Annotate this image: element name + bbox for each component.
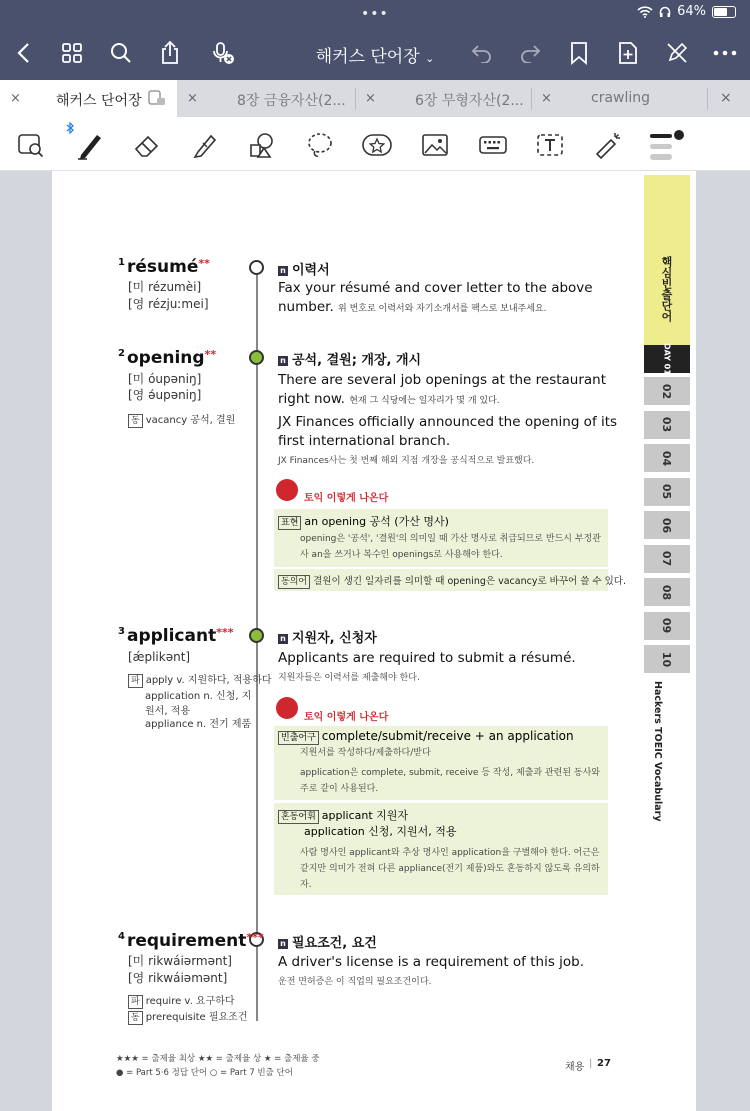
highlighter-tool[interactable] xyxy=(189,129,221,161)
day-current-label: DAY 01 xyxy=(662,343,672,375)
redo-icon xyxy=(518,43,542,63)
tip-explanation: opening은 '공석', '결원'의 의미일 때 가산 명사로 취급되므로 반드시 부정관사 an을 쓰거나 복수인 openings로 사용해야 한다. xyxy=(300,534,601,560)
example-requirement: A driver's license is a requirement of this job. xyxy=(278,954,585,970)
book-title-vertical: Hackers TOEIC Vocabulary xyxy=(652,681,663,822)
tab-intangible-assets[interactable] xyxy=(355,80,531,117)
eraser-icon xyxy=(132,131,162,159)
day-tab[interactable] xyxy=(644,377,690,405)
footer-divider: | xyxy=(589,1058,593,1069)
image-tool[interactable] xyxy=(419,129,451,161)
example-requirement-translation: 운전 면허증은 이 직업의 필요조건이다. xyxy=(278,977,432,987)
meaning-resume: n 이력서 xyxy=(278,259,330,278)
document-tab-bar xyxy=(0,80,750,117)
footer-section: 채용 xyxy=(565,1062,585,1073)
tip-heading: 토익 이렇게 나온다 xyxy=(304,493,389,504)
tip-mascot-icon xyxy=(276,697,298,719)
laser-pointer-tool[interactable] xyxy=(592,129,624,161)
meaning-requirement: n 필요조건, 요건 xyxy=(278,932,377,951)
tab-divider xyxy=(707,88,708,110)
day-tab-label: 04 xyxy=(660,450,674,466)
close-tab-icon[interactable]: × xyxy=(10,91,21,106)
sticker-tool[interactable] xyxy=(361,129,393,161)
microphone-off-icon xyxy=(211,41,235,65)
pronunciation-us: [미 rézumèi] xyxy=(128,280,202,294)
timeline-marker-open xyxy=(249,260,264,275)
day-tab[interactable] xyxy=(644,612,690,640)
timeline-marker-filled xyxy=(249,350,264,365)
pen-settings-button[interactable] xyxy=(648,129,688,161)
document-canvas[interactable] xyxy=(0,171,750,1111)
chevron-down-icon: ⌄ xyxy=(425,52,435,65)
tip-collocation-translation: 지원서를 작성하다/제출하다/받다 xyxy=(300,748,431,758)
textbook-page xyxy=(52,171,696,1111)
example-opening-2: JX Finances officially announced the opening of its first international branch. xyxy=(278,414,618,449)
lasso-zoom-tool[interactable] xyxy=(15,129,47,161)
tab-label: crawling xyxy=(591,90,651,106)
example-applicant: Applicants are required to submit a résumé. xyxy=(278,650,576,666)
highlighter-icon xyxy=(190,130,220,160)
derivative-3: appliance n. 전기 제품 xyxy=(145,719,252,730)
timeline-marker-filled xyxy=(249,628,264,643)
headword-opening: $^2$ opening** xyxy=(118,348,217,368)
keyboard-icon xyxy=(478,133,508,157)
lasso-tool[interactable] xyxy=(304,129,336,161)
pronunciation-us: [미 rikwáiərmənt] xyxy=(128,954,232,968)
redo-button[interactable] xyxy=(515,38,545,68)
tip-collocation: 빈출어구 complete/submit/receive + an application xyxy=(278,729,574,745)
tip-synonym-note: 동의어 결원이 생긴 일자리를 의미할 때 opening은 vacancy로 바꾸어 쓸 수 있다. xyxy=(278,573,626,589)
day-tab[interactable] xyxy=(644,578,690,606)
shapes-icon xyxy=(247,131,277,159)
derivative-require: 파 require v. 요구하다 xyxy=(128,994,235,1009)
tab-financial-assets[interactable] xyxy=(177,80,355,117)
example-opening-1: There are several job openings at the restaurant right now. 현재 그 식당에는 일자리가 몇 개 있다. xyxy=(278,372,607,407)
example-opening-2-translation: JX Finances사는 첫 번째 해외 지점 개장을 공식적으로 발표했다. xyxy=(278,456,535,466)
tip-confusion-word-1: 혼동어휘 applicant 지원자 xyxy=(278,807,408,824)
add-page-icon xyxy=(617,41,639,65)
day-tab-label: 05 xyxy=(660,483,674,500)
document-title[interactable] xyxy=(316,47,435,67)
tip-heading: 토익 이렇게 나온다 xyxy=(304,712,389,723)
day-tab[interactable] xyxy=(644,545,690,573)
day-tab-label: 07 xyxy=(660,550,674,567)
pencil-off-icon xyxy=(665,41,689,65)
pronunciation-uk: [영 ə́upəniŋ] xyxy=(128,388,202,402)
back-button[interactable] xyxy=(8,38,38,68)
tab-label: 해커스 단어장 xyxy=(56,93,142,109)
derivative-2: application n. 신청, 지원서, 적용 xyxy=(145,691,252,717)
legend-markers: ● = Part 5·6 정답 단어 ○ = Part 7 빈출 단어 xyxy=(116,1068,293,1078)
tip-mascot-icon xyxy=(276,479,298,501)
search-button[interactable] xyxy=(106,38,136,68)
pronunciation: [ǽplikənt] xyxy=(128,650,191,664)
share-button[interactable] xyxy=(155,38,185,68)
multitasking-dots[interactable]: ••• xyxy=(361,6,389,22)
close-all-icon[interactable]: × xyxy=(720,90,732,106)
meaning-applicant: n 지원자, 신청자 xyxy=(278,627,377,646)
drawing-toolbar xyxy=(0,117,750,171)
shapes-tool[interactable] xyxy=(246,129,278,161)
close-tab-icon[interactable]: × xyxy=(365,91,376,106)
day-tab-label: 06 xyxy=(660,517,674,533)
synonym-prerequisite: 동 prerequisite 필요조건 xyxy=(128,1010,247,1025)
page-number: 27 xyxy=(597,1058,611,1069)
keyboard-tool[interactable] xyxy=(477,129,509,161)
battery-percent: 64% xyxy=(677,4,706,19)
pen-icon xyxy=(75,129,105,161)
undo-icon xyxy=(470,43,494,63)
eraser-tool[interactable] xyxy=(131,129,163,161)
synonym-opening: 동 vacancy 공석, 결원 xyxy=(128,413,235,428)
headword-resume: $^1$ résumé** xyxy=(118,257,210,277)
example-applicant-translation: 지원자들은 이력서를 제출해야 한다. xyxy=(278,673,420,683)
day-tab-label: 10 xyxy=(660,651,674,667)
headphones-icon xyxy=(659,6,671,18)
headword-requirement: $^4$ requirement*** xyxy=(118,931,264,951)
tab-crawling[interactable] xyxy=(531,80,707,117)
day-tab-label: 08 xyxy=(660,584,674,600)
close-tab-icon[interactable]: × xyxy=(187,91,198,106)
tab-pages-icon xyxy=(148,90,166,106)
legend-stars: ★★★ = 출제율 최상 ★★ = 출제율 상 ★ = 출제율 중 xyxy=(116,1054,320,1064)
stroke-width-icon xyxy=(648,128,688,162)
status-icons xyxy=(637,4,736,19)
wifi-icon xyxy=(637,6,653,18)
tip-collocation-explanation: application은 complete, submit, receive 등 작성, 제출과 관련된 동사와 주로 같이 사용된다. xyxy=(300,768,600,794)
example-resume: Fax your résumé and cover letter to the above number. 위 번호로 이력서와 자기소개서를 팩스로 보내주세요. xyxy=(278,280,593,315)
pronunciation-us: [미 óupəniŋ] xyxy=(128,372,202,386)
tab-hackers-vocabulary[interactable] xyxy=(0,80,177,117)
day-tab[interactable] xyxy=(644,411,690,439)
search-icon xyxy=(110,42,132,64)
close-tab-icon[interactable]: × xyxy=(541,91,552,106)
bluetooth-icon xyxy=(66,122,74,134)
pronunciation-uk: [영 rézjuːmei] xyxy=(128,297,209,311)
day-tab[interactable] xyxy=(644,511,690,539)
day-tab[interactable] xyxy=(644,645,690,673)
sticker-star-icon xyxy=(361,131,393,159)
undo-button[interactable] xyxy=(467,38,497,68)
day-tab-label: 03 xyxy=(660,416,674,433)
laser-pointer-icon xyxy=(593,130,623,160)
tip-confusion-word-2: application 신청, 지원서, 적용 xyxy=(304,825,457,838)
grid-icon xyxy=(61,42,83,64)
day-tab[interactable] xyxy=(644,444,690,472)
derivative-1: 파 apply v. 지원하다, 적용하다 xyxy=(128,673,272,688)
bookmark-icon xyxy=(570,41,588,65)
top-navigation-bar xyxy=(0,0,750,80)
grid-view-button[interactable] xyxy=(57,38,87,68)
document-title-text: 해커스 단어장 xyxy=(315,47,420,67)
text-box-icon xyxy=(535,131,565,159)
pencil-off-button[interactable] xyxy=(662,38,692,68)
battery-icon xyxy=(712,6,736,18)
share-icon xyxy=(159,41,181,65)
pronunciation-uk: [영 rikwáiəmənt] xyxy=(128,971,228,985)
tab-label: 8장 금융자산(2... xyxy=(237,93,346,109)
image-icon xyxy=(420,132,450,158)
more-options-button[interactable] xyxy=(710,38,740,68)
bookmark-button[interactable] xyxy=(564,38,594,68)
text-tool[interactable] xyxy=(534,129,566,161)
pen-tool[interactable] xyxy=(74,129,106,161)
add-page-button[interactable] xyxy=(613,38,643,68)
tab-label: 6장 무형자산(2... xyxy=(415,93,524,109)
headword-applicant: $^3$ applicant*** xyxy=(118,626,234,646)
timeline-line xyxy=(256,265,258,1021)
lasso-icon xyxy=(305,130,335,160)
day-tab-label: 09 xyxy=(660,617,674,634)
tip-phrase: 표현 an opening 공석 (가산 명사) xyxy=(278,513,449,530)
meaning-opening: n 공석, 결원; 개장, 개시 xyxy=(278,349,421,368)
more-icon xyxy=(713,50,737,56)
section-side-title: 핵심빈출단어 xyxy=(660,256,673,322)
zoom-window-icon xyxy=(16,131,46,159)
day-tab-label: 02 xyxy=(660,383,674,399)
day-tab[interactable] xyxy=(644,478,690,506)
microphone-button[interactable] xyxy=(208,38,238,68)
day-current-tab[interactable] xyxy=(644,345,690,373)
tip-confusion-explanation: 사람 명사인 applicant와 추상 명사인 application을 구별해야 한다. 어근은 같지만 의미가 전혀 다른 appliance(전기 제품)와도 혼동하지 않도록 유의하자. xyxy=(300,848,600,890)
